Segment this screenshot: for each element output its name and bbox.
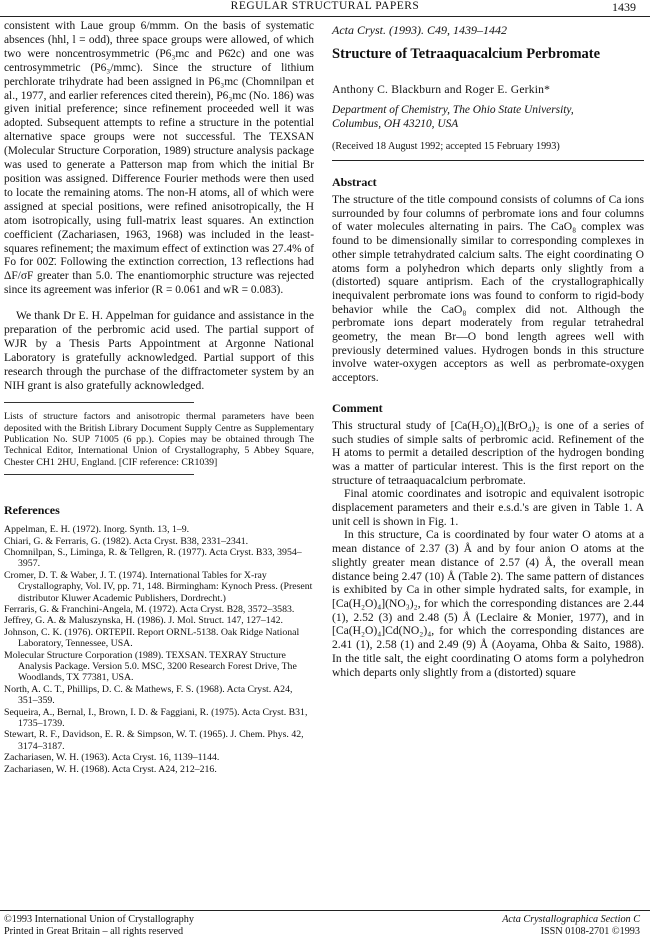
reference-item: Jeffrey, G. A. & Maluszynska, H. (1986). J. Mol. Struct. 147, 127–142. — [4, 615, 283, 627]
running-title: REGULAR STRUCTURAL PAPERS — [230, 0, 420, 12]
footer-copyright — [4, 914, 194, 937]
reference-item: Johnson, C. K. (1976). ORTEPII. Report ORNL-5138. Oak Ridge National Laboratory, Tennessee, USA. — [4, 626, 300, 650]
experimental-text: consistent with Laue group 6/mmm. On the basis of systematic absences (hhl, l = odd), three space groups were allowed, of which two were noncentrosymmetric (P6₃mc and P6̄2c) and one was centrosymmetric (P6₃/mmc). Since the structure of lithium perchlorate trihydrate had been assigned in P6₃mc (Chomnilpan et al., 1977, and earlier references cited therein), P6₃mc (No. 186) was given initial preference; since refinement proceeded well it was adopted. Subsequent attempts to refine a structure in the potential alternative space groups were not successful. The TEXSAN (Molecular Structure Corporation, 1989) structure analysis package was used to generate a Patterson map from which the initial Br position was assigned. Difference Fourier methods were then used to locate the remaining atoms. The non-H atoms, all of which were assigned at special positions, were refined anisotropically, the H atom isotropically, using full-matrix least squares. An extinction coefficient (Zachariasen, 1963, 1968) was included in the least-squares refinement; the maximum effect of extinction was 27.4% of Fo for 002̄. Following the extinction correction, 13 reflections had ΔF/σF greater than 5.0. The enantiomorphic structure was rejected since its agreement was inferior (R = 0.061 and wR = 0.083). — [4, 20, 314, 297]
footer-line: Acta Crystallographica Section C — [502, 914, 640, 925]
affiliation-line: Department of Chemistry, The Ohio State University, — [332, 104, 574, 116]
reference-item: Ferraris, G. & Franchini-Angela, M. (1972). Acta Cryst. B28, 3572–3583. — [4, 604, 295, 615]
page-number: 1439 — [612, 0, 636, 14]
note-divider — [4, 402, 194, 403]
comment-paragraph: Final atomic coordinates and isotropic and equivalent isotropic displacement parameters and their e.s.d.'s are given in Table 1. A unit cell is shown in Fig. 1. — [332, 487, 644, 528]
received-dates: (Received 18 August 1992; accepted 15 February 1993) — [332, 141, 560, 152]
references-list — [4, 524, 314, 775]
affiliation-line: Columbus, OH 43210, USA — [332, 118, 459, 130]
footer-line: ISSN 0108-2701 ©1993 — [540, 925, 640, 937]
footer-rule — [0, 910, 650, 911]
comment-heading: Comment — [332, 400, 383, 415]
reference-item: Chomnilpan, S., Liminga, R. & Tellgren, R. (1977). Acta Cryst. B33, 3954–3957. — [4, 546, 302, 570]
reference-item: Zachariasen, W. H. (1968). Acta Cryst. A24, 212–216. — [4, 763, 217, 775]
comment-paragraph: In this structure, Ca is coordinated by four water O atoms at a mean distance of 2.37 (3) Å and by four anion O atoms at the slightly greater mean distance of 2.57 (4) Å, the overall mean distance being 2.47 (10) Å (Table 2). The same pattern of distances is exhibited by Ca in other simple hydrated salts, for example, in [Ca(H₂O)₄](NO₃)₂, for which the corresponding distances are 2.44 (1), 2.52 (3) and 2.48 (5) Å (Leclaire & Monier, 1977), and in [Ca(H₂O)₄]Cd(NO₂)₄, for which the corresponding distances are 2.41 (1), 2.58 (1) and 2.49 (9) Å (Aoyama, Ohba & Saito, 1988). In the title salt, the eight coordinating O atoms form a polyhedron which departs only slightly from a (distorted) square — [332, 528, 644, 679]
deposition-note: Lists of structure factors and anisotropic thermal parameters have been deposited with the British Library Document Supply Centre as Supplementary Publication No. SUP 71005 (6 pp.). Copies may be obtained through The Technical Editor, International Union of Crystallography, 5 Abbey Square, Chester CH1 2HU, England. [CIF reference: CR1039] — [4, 411, 314, 468]
reference-item: Cromer, D. T. & Waber, J. T. (1974). International Tables for X-ray Crystallography, Vol. IV, pp. 71, 148. Birmingham: Kynoch Press. (Present distributor Kluwer Academic Publishers, Dordrecht.) — [4, 569, 313, 604]
journal-citation: Acta Cryst. (1993). C49, 1439–1442 — [332, 23, 507, 37]
reference-item: Appelman, E. H. (1972). Inorg. Synth. 13, 1–9. — [4, 524, 190, 536]
reference-item: Zachariasen, W. H. (1963). Acta Cryst. 16, 1139–1144. — [4, 752, 220, 764]
abstract-text: The structure of the title compound consists of columns of Ca ions surrounded by four columns of perbromate ions and four columns of water molecules alternating in pairs. The CaO₈ complex was found to be dimensionally similar to corresponding complexes in other simple tetrahydrated calcium salts. The eight coordinating O atoms form a polyhedron which departs only slightly from a (distorted) square antiprism. Each of the crystallographically inequivalent perbromate ions was found to conform to rigid-body behavior while the CaO₈ complex did not. Although the perbromate ions depart moderately from regular tetrahedral geometry, the mean Br—O bond length agrees well with previously determined values. Hydrogen bonds in this structure involve water-oxygen acceptors as well as perbromate-oxygen acceptors. — [332, 193, 644, 385]
abstract-heading: Abstract — [332, 175, 377, 189]
article-title: Structure of Tetraaquacalcium Perbromate — [332, 46, 601, 62]
acknowledgement: We thank Dr E. H. Appelman for guidance and assistance in the preparation of the perbromic acid used. The partial support of WJR by a Thesis Parts Appointment at Argonne National Laboratory is gratefully acknowledged. Partial support of this research through the purchase of the diffractometer system by an NIH grant is also gratefully acknowledged. — [4, 309, 314, 393]
reference-item: North, A. C. T., Phillips, D. C. & Mathews, F. S. (1968). Acta Cryst. A24, 351–359. — [4, 683, 293, 707]
left-column — [4, 20, 314, 775]
reference-item: Stewart, R. F., Davidson, E. R. & Simpson, W. T. (1965). J. Chem. Phys. 42, 3174–3187. — [4, 729, 304, 752]
references-heading: References — [4, 503, 60, 518]
comment-paragraph: This structural study of [Ca(H₂O)₄](BrO₄)₂ is one of a series of such studies of simple salts of perbromic acid. Refinement of the H atoms to permit a detailed description of the hydrogen bonding was a matter of particular interest. This is the first report on the structure of tetraaquacalcium perbromate. — [332, 418, 644, 487]
running-header — [0, 0, 650, 15]
footer-line: ©1993 International Union of Crystallography — [4, 914, 194, 925]
reference-item: Chiari, G. & Ferraris, G. (1982). Acta Cryst. B38, 2331–2341. — [4, 535, 249, 547]
note-divider-bottom — [4, 474, 194, 475]
header-rule — [0, 16, 650, 17]
abstract-rule — [332, 160, 644, 161]
reference-item: Sequeira, A., Bernal, I., Brown, I. D. & Faggiani, R. (1975). Acta Cryst. B31, 1735–1739. — [4, 706, 308, 730]
footer-journal — [502, 914, 640, 937]
footer-line: Printed in Great Britain – all rights reserved — [4, 925, 184, 937]
affiliation — [332, 103, 644, 131]
reference-item: Molecular Structure Corporation (1989). TEXSAN. TEXRAY Structure Analysis Package. Version 5.0. MSC, 3200 Research Forest Drive, The Woodlands, TX 77381, USA. — [4, 649, 297, 684]
authors: Anthony C. Blackburn and Roger E. Gerkin* — [332, 83, 551, 96]
right-column — [332, 20, 644, 679]
